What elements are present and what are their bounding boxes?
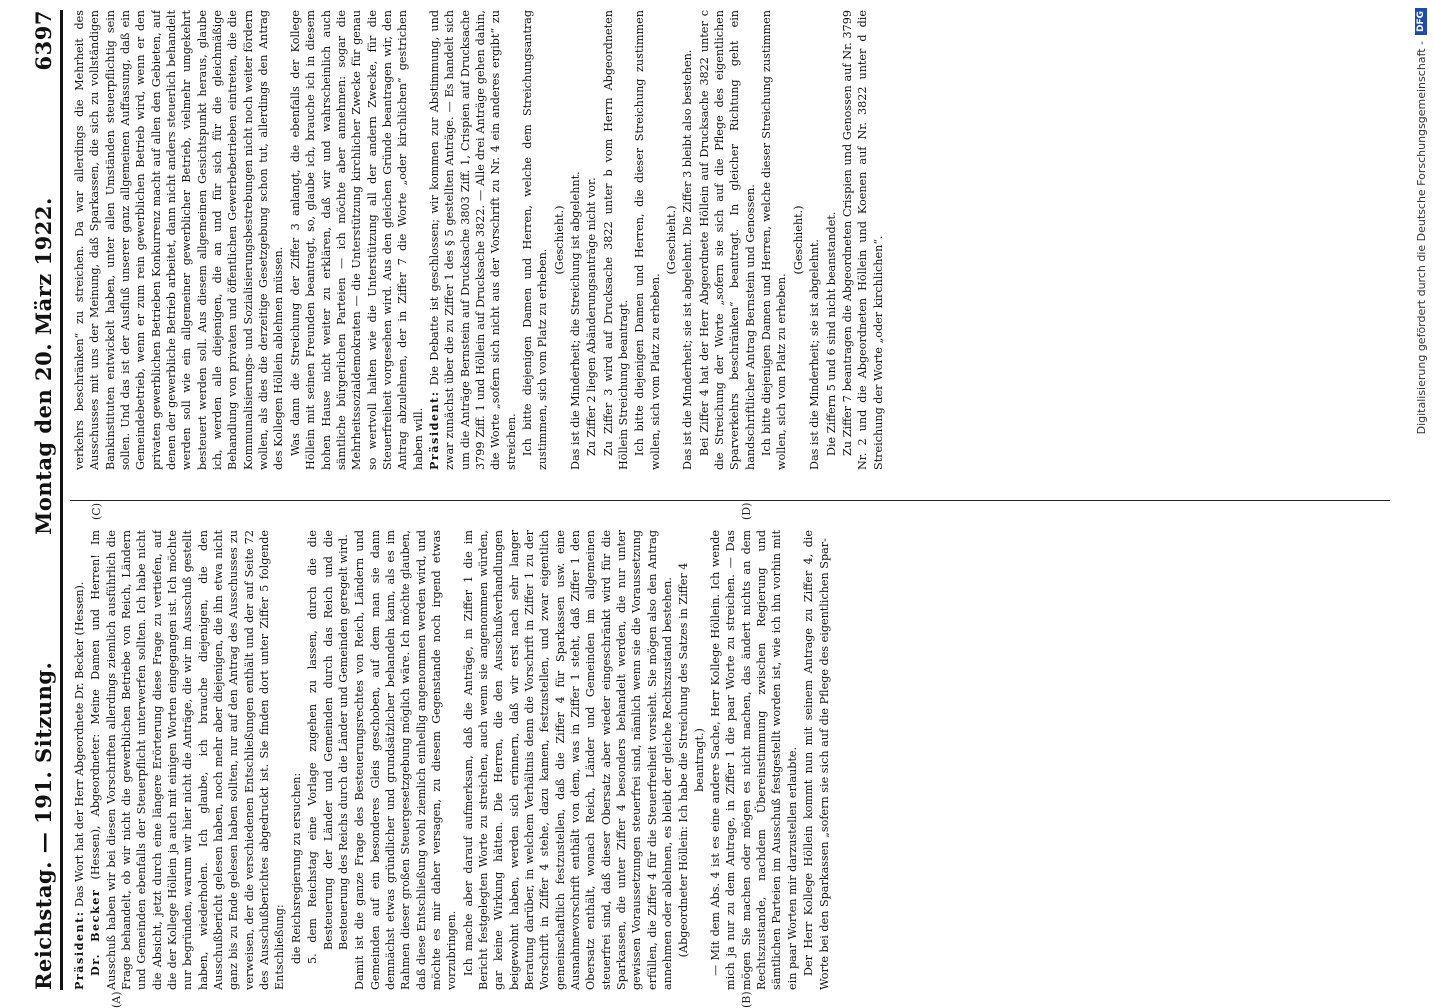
paragraph: [664, 10, 679, 470]
paragraph-text: Zu Ziffer 2 liegen Abänderungsanträge nicht vor.: [585, 177, 599, 456]
paragraph-text: Ich bitte diejenigen Damen und Herren, welche dieser Streichung zustimmen wollen, sich vom Platz zu erheben.: [760, 10, 789, 470]
page-number: 6397: [31, 10, 56, 71]
paragraph-text: Ich bitte diejenigen Damen und Herren, die dieser Streichung zustimmen wollen, sich vom Platz zu erheben.: [633, 10, 662, 470]
digitization-credit: [1412, 8, 1430, 988]
paragraph: [288, 10, 426, 470]
paragraph: [708, 530, 800, 990]
column-divider: [70, 500, 1390, 501]
header-left: Reichstag. — 191. Sitzung.: [31, 661, 56, 990]
paragraph: [72, 10, 287, 470]
header-center: Montag den 20. März 1922.: [31, 197, 56, 535]
left-column: [72, 530, 1382, 990]
paragraph-text: Damit ist die ganze Frage des Besteuerungsrechtes von Reich, Ländern und Gemeinden auf ein besonderes Gleis geschoben, auf dem man sie dann demnächst etwas gründlicher und grundsätzlicher behandeln kann, als es im Rahmen dieser großen Steuergesetzgebung möglich wäre. Ich möchte glauben, daß diese Entschließung wohl ziemlich einhellig angenommen werden wird, und möchte es mir daher versagen, zu diesem Gegenstande noch irgend etwas vorzubringen.: [353, 530, 459, 990]
paragraph: [840, 10, 886, 470]
paragraph: [289, 530, 304, 964]
paragraph-text: 5. dem Reichstag eine Vorlage zugehen zu lassen, durch die die Besteuerung der Länder und Gemeinden durch das Reich und die Besteuerung des Reichs durch die Länder und Gemeinden geregelt wird.: [306, 530, 350, 964]
paragraph: [552, 10, 567, 470]
speaker-name: Dr. Becker: [88, 888, 103, 976]
paragraph: [461, 530, 676, 990]
margin-marker-a: (A): [110, 991, 123, 1008]
paragraph-text: (Geschieht.): [665, 205, 679, 275]
paragraph-text: (Geschieht.): [791, 205, 805, 275]
right-column: [72, 10, 1382, 470]
paragraph-text: — Mit dem Abs. 4 ist es eine andere Sache, Herr Kollege Höllein. Ich wende mich ja nur zu dem Antrage, in Ziffer 1 die paar Worte zu streichen. — Das mögen Sie machen oder mögen es nicht machen, das ändert nichts an dem Rechtszustande, nachdem Übereinstimmung zwischen Regierung und sämtlichen Parteien im Ausschuß festgestellt worden ist, wie ich ihn vorhin mit ein paar Worten mir darzustellen erlaubte.: [709, 530, 799, 990]
paragraph-text: Das Wort hat der Herr Abgeordnete Dr. Becker (Hessen).: [73, 581, 86, 907]
paragraph: [520, 10, 551, 470]
paragraph: [427, 10, 519, 470]
paragraph-text: (Hessen), Abgeordneter: Meine Damen und Herren! Im Ausschuß haben wir bei diesen Vorschriften allerdings ziemlich ausführlich die Frage behandelt, ob wir nicht die gewerblichen Betriebe von Reich, Ländern und Gemeinden ebenfalls der Steuerpflicht unterwerfen sollten. Ich habe nicht die Absicht, jetzt durch eine längere Erörterung diese Frage zu vertiefen, auf die der Kollege Höllein ja auch mit einigen Worten eingegangen ist. Ich möchte nur begründen, warum wir hier nicht die Anträge, die wir im Ausschuß gestellt haben, wiederholen. Ich glaube, ich brauche diejenigen, die den Ausschußbericht gelesen haben, noch mehr aber diejenigen, die ihn etwa nicht ganz bis zu Ende gelesen haben sollten, nur auf den Antrag des Ausschusses zu verweisen, der die verschiedenen Entschließungen enthält und der auf Seite 72 des Ausschußberichtes abgedruckt ist. Sie finden dort unter Ziffer 5 folgende Entschließung:: [89, 530, 287, 990]
page-header: [20, 10, 63, 990]
dfg-logo: DFG: [1415, 8, 1427, 35]
paragraph: [352, 530, 459, 990]
paragraph: [584, 10, 599, 470]
paragraph: [824, 10, 839, 470]
paragraph: [632, 10, 663, 470]
paragraph-text: Was dann die Streichung der Ziffer 3 anlangt, die ebenfalls der Kollege Höllein mit seinen Freunden beantragt, so, glaube ich, brauche ich in diesem hohen Hause nicht weiter zu erklären, daß wir und wahrscheinlich auch sämtliche bürgerlichen Parteien — ich möchte aber annehmen: sogar die Mehrheitssozialdemokraten — die Unterstützung kirchlicher Zwecke für genau so wertvoll halten wie die Unterstützung all der andern Zwecke, für die Steuerfreiheit vorgesehen wird. Aus den gleichen Gründe beantragen wir, den Antrag abzulehnen, der in Ziffer 7 die Worte „oder kirchlichen“ gestrichen haben will.: [288, 10, 425, 470]
paragraph-text: Zu Ziffer 7 beantragen die Abgeordneten Crispien und Genossen auf Nr. 3799 Nr. 2 und die Abgeordneten Höllein und Koenen auf Nr. 3822 unter d die Streichung der Worte „oder kirchlichen“.: [840, 10, 885, 470]
margin-marker-c: (C): [90, 503, 103, 520]
paragraph-text: Zu Ziffer 3 wird auf Drucksache 3822 unter b vom Herrn Abgeordneten Höllein Streichung beantragt.: [601, 10, 631, 470]
paragraph: [791, 10, 806, 470]
paragraph-text: die Reichsregierung zu ersuchen:: [289, 772, 303, 964]
paragraph: [807, 10, 822, 470]
rotated-page-content: [20, 10, 1410, 1008]
paragraph: [697, 10, 758, 470]
paragraph-text: Der Herr Kollege Höllein kommt nun mit seinem Antrage zu Ziffer 4, die Worte bei den Sparkassen „sofern sie sich auf die Pflege des eigentlichen Spar-: [802, 530, 831, 990]
paragraph-text: (Abgeordneter Höllein: Ich habe die Streichung des Satzes in Ziffer 4 beantragt.): [677, 562, 706, 958]
paragraph: [676, 530, 707, 990]
speaker-name: Präsident:: [72, 910, 86, 990]
paragraph: [680, 10, 695, 470]
paragraph-text: Die Debatte ist geschlossen; wir kommen zur Abstimmung, und zwar zunächst über die zu Ziffer 1 des § 5 gestellten Anträge. — Es handelt sich um die Anträge Bernstein auf Drucksache 3803 Ziff. 1, Crispien auf Drucksache 3799 Ziff. 1 und Höllein auf Drucksache 3822. — Alle drei Anträge gehen dahin, die Worte „sofern sich nicht aus der Vorschrift zu Nr. 4 ein anderes ergibt“ zu streichen.: [427, 10, 518, 470]
paragraph-text: Das ist die Minderheit; sie ist abgelehnt.: [808, 239, 822, 470]
margin-marker-b: (B): [740, 991, 753, 1008]
paragraph: [568, 10, 583, 470]
paragraph: [601, 10, 632, 470]
paragraph-text: Bei Ziffer 4 hat der Herr Abgeordnete Höllein auf Drucksache 3822 unter c die Streichung der Worte „sofern sie sich auf die Pflege des eigentlichen Sparverkehrs beschränken“ beantragt. In gleicher Richtung geht ein handschriftlicher Antrag Bernstein und Genossen.: [697, 10, 757, 470]
speaker-name: Präsident:: [426, 390, 441, 470]
paragraph: [72, 530, 87, 990]
paragraph-text: Die Ziffern 5 und 6 sind nicht beanstandet.: [824, 211, 838, 456]
paragraph: [801, 530, 832, 990]
paragraph: [305, 530, 351, 964]
margin-marker-d: (D): [740, 502, 753, 520]
paragraph-text: Das ist die Minderheit; die Streichung ist abgelehnt.: [569, 171, 582, 470]
paragraph: [759, 10, 790, 470]
credit-text: Digitalisierung gefördert durch die Deutsche Forschungsgemeinschaft -: [1414, 41, 1428, 435]
paragraph-text: verkehrs beschränken“ zu streichen. Da war allerdings die Mehrheit des Ausschusses mit uns der Meinung, daß Sparkassen, die sich zu vollständigen Bankinstituten entwickelt haben, unter allen Umständen steuerpflichtig sein sollen. Und das ist der Ausfluß unserer ganz allgemeinen Auffassung, daß ein Gemeindebetrieb, wenn er zum rein gewerblichen Betrieb wird, wenn er den privaten gewerblichen Betrieben Konkurrenz macht auf allen den Gebieten, auf denen der gewerbliche Betrieb arbeitet, dann nicht anders steuerlich behandelt werden soll wie ein allgemeiner gewerblicher Betrieb, vielmehr umgekehrt besteuert werden soll. Aus diesem allgemeinen Gesichtspunkt heraus, glaube ich, werden alle diejenigen, die an und für sich für die gleichmäßige Behandlung von privaten und öffentlichen Gewerbebetrieben eintreten, die die Kommunalisierungs- und Sozialisierungsbestrebungen nicht noch weiter fördern wollen, als dies die derzeitige Gesetzgebung schon tut, allerdings den Antrag des Kollegen Höllein ablehnen müssen.: [73, 10, 286, 470]
paragraph-text: (Geschieht.): [552, 205, 566, 275]
paragraph-text: Das ist die Minderheit; sie ist abgelehnt. Die Ziffer 3 bleibt also bestehen.: [681, 49, 695, 470]
paragraph-text: Ich bitte diejenigen Damen und Herren, welche dem Streichungsantrag zustimmen, sich vom Platz zu erheben.: [520, 10, 550, 470]
paragraph: [88, 530, 287, 990]
paragraph-text: Ich mache aber darauf aufmerksam, daß die Anträge, in Ziffer 1 die im Bericht festgelegten Worte zu streichen, auch wenn sie angenommen würden, gar keine Wirkung hätten. Die Herren, die den Ausschußverhandlungen beigewohnt haben, werden sich erinnern, daß wir erst nach sehr langer Beratung darüber, in welchem Verhältnis denn die Vorschrift in Ziffer 1 zu der Vorschrift in Ziffer 4 stehe, dazu kamen, festzustellen, und zwar eigentlich gemeinschaftlich festzustellen, daß die Ziffer 4 für Sparkassen usw. eine Ausnahmevorschrift enthält von dem, was in Ziffer 1 steht, daß Ziffer 1 den Obersatz enthält, wonach Reich, Länder und Gemeinden im allgemeinen steuerfrei sind, daß dieser Obersatz aber wieder eingeschränkt wird für die Sparkassen, die unter Ziffer 4 besonders behandelt werden, die nur unter gewissen Voraussetzungen steuerfrei sind, nämlich wenn sie die Voraussetzung erfüllen, die Ziffer 4 für die Steuerfreiheit vorsieht. Sie mögen also den Antrag annehmen oder ablehnen, es bleibt der gleiche Rechtszustand bestehen.: [461, 530, 675, 990]
